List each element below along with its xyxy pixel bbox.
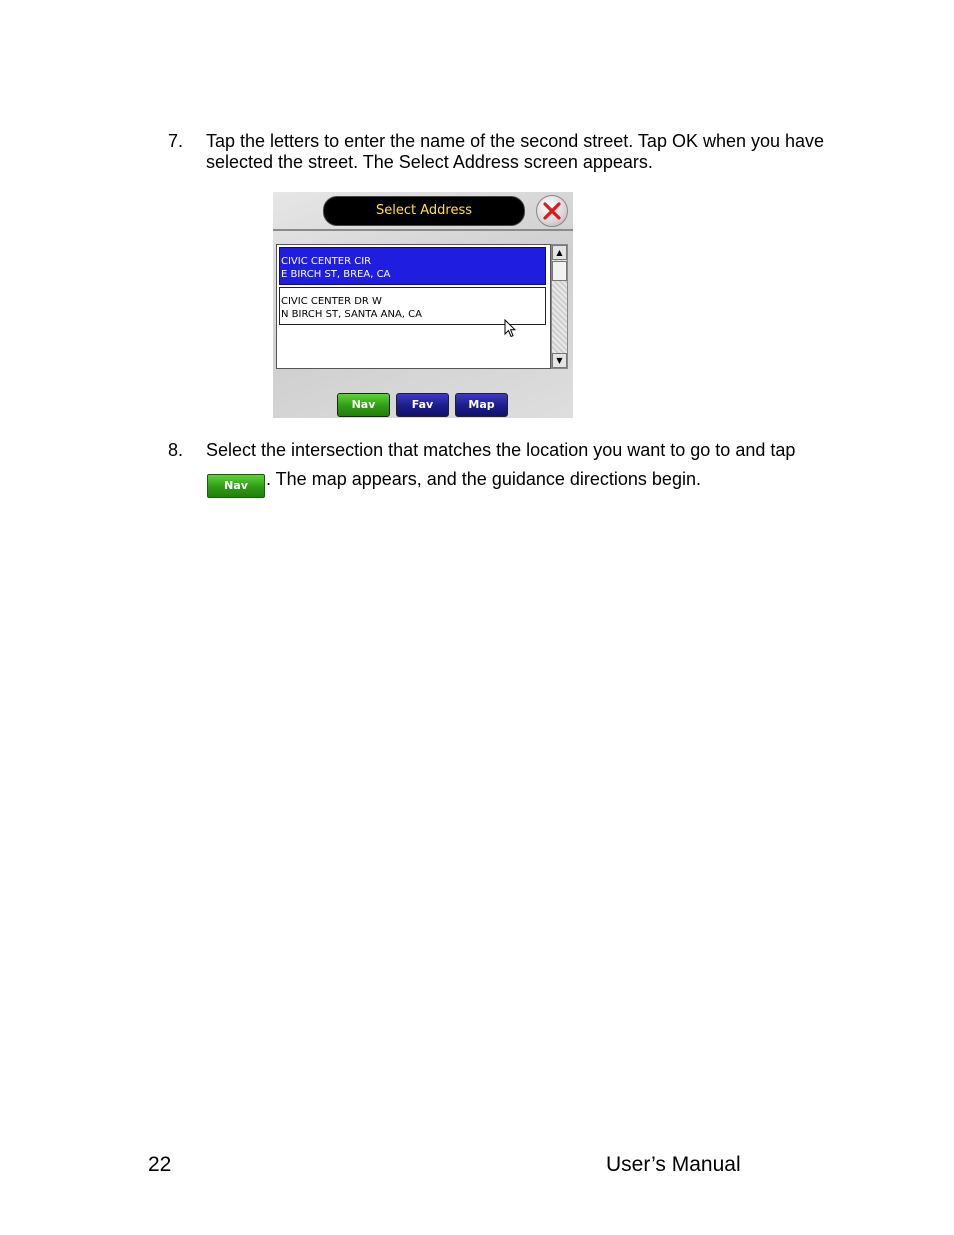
step-text	[206, 436, 828, 498]
step-number: 8.	[168, 440, 184, 460]
select-address-screenshot	[273, 192, 573, 418]
mouse-pointer-icon	[504, 319, 516, 338]
list-scrollbar[interactable]	[551, 244, 568, 369]
scroll-up-button[interactable]	[552, 245, 567, 260]
step-text-before: Select the intersection that matches the location you want to go to and tap	[206, 440, 796, 460]
close-button[interactable]	[536, 195, 568, 227]
step-number: 7.	[168, 131, 184, 151]
list-item-line2: E BIRCH ST, BREA, CA	[281, 269, 391, 280]
list-item-line2: N BIRCH ST, SANTA ANA, CA	[281, 309, 422, 320]
step-text: Tap the letters to enter the name of the second street. Tap OK when you have selected the street. The Select Address screen appears.	[206, 131, 825, 172]
nav-button[interactable]: Nav	[337, 393, 390, 417]
list-item-selected[interactable]	[279, 247, 546, 285]
scroll-thumb[interactable]	[552, 261, 567, 281]
arrow-down-icon: ▼	[556, 356, 563, 365]
list-item-line1: CIVIC CENTER CIR	[281, 256, 372, 267]
page-number: 22	[148, 1153, 172, 1176]
step-text-after: . The map appears, and the guidance directions begin.	[266, 469, 701, 489]
step-7	[168, 131, 828, 173]
arrow-up-icon: ▲	[556, 248, 563, 257]
inline-nav-button-image: Nav	[207, 474, 265, 498]
list-item-line1: CIVIC CENTER DR W	[281, 296, 382, 307]
step-8	[168, 436, 828, 498]
close-icon	[542, 201, 562, 221]
scroll-down-button[interactable]	[552, 353, 567, 368]
screen-title: Select Address	[323, 196, 525, 226]
fav-button[interactable]: Fav	[396, 393, 449, 417]
map-button[interactable]: Map	[455, 393, 508, 417]
address-list	[276, 244, 551, 369]
title-divider	[273, 229, 573, 231]
footer-title: User’s Manual	[606, 1153, 741, 1176]
